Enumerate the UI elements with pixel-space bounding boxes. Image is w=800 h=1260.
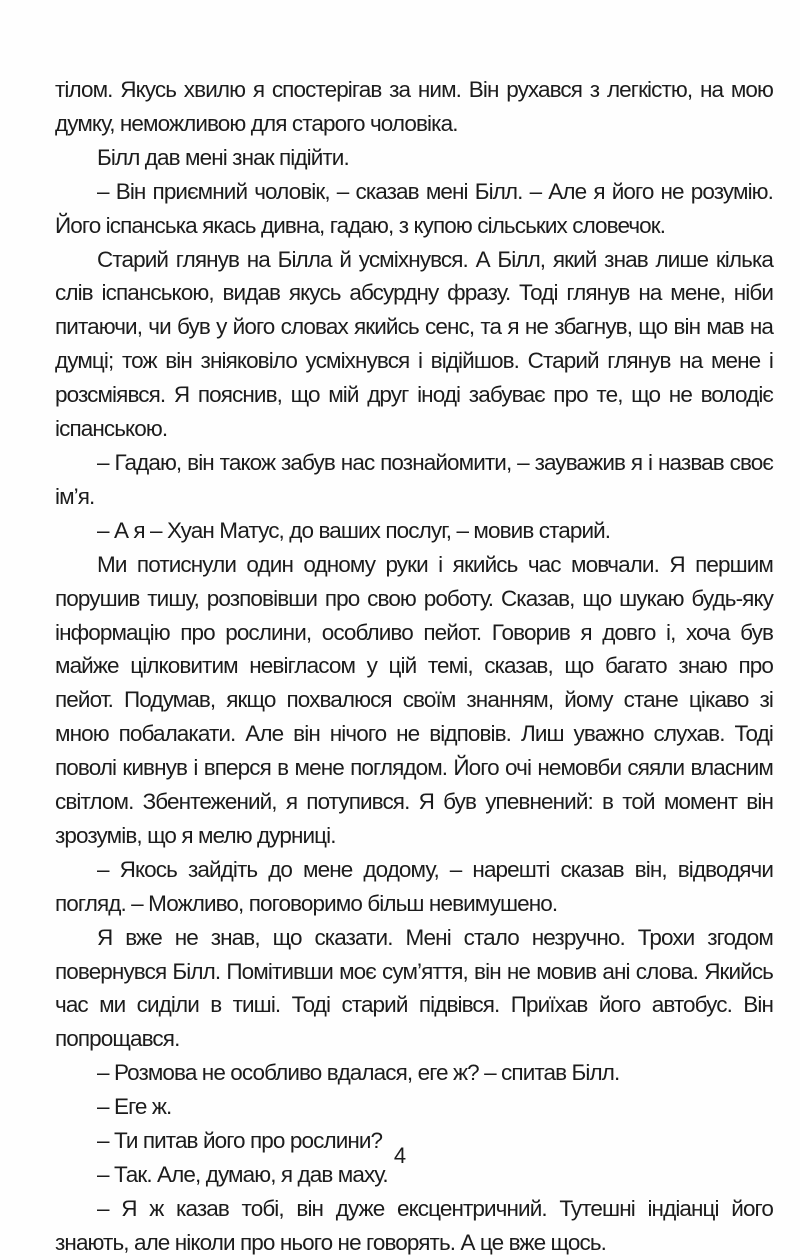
paragraph: – А я – Хуан Матус, до ваших послуг, – мовив старий. <box>97 517 611 543</box>
paragraph: – Ти питав його про рослини? <box>97 1128 383 1154</box>
page-number: 4 <box>393 1143 407 1168</box>
paragraph: Я вже не знав, що сказати. Мені стало незручно. Трохи згодом повернувся Білл. Помітивши моє сум’яття, він не мовив ані слова. Якийсь час ми сиділи в тиші. Тоді старий підвівся. Приїхав його автобус. Він попрощався. <box>55 924 773 1052</box>
paragraph: – Гадаю, він також забув нас познайомити, – зауважив я і назвав своє ім’я. <box>55 449 773 509</box>
paragraph: – Розмова не особливо вдалася, еге ж? – спитав Білл. <box>97 1060 620 1086</box>
page-body <box>55 73 773 1260</box>
paragraph: Ми потиснули один одному руки і якийсь час мовчали. Я першим порушив тишу, розповівши про свою роботу. Сказав, що шукаю будь-яку інформацію про рослини, особливо пейот. Говорив я довго і, хоча був майже цілковитим невігласом у цій темі, сказав, що багато знаю про пейот. Подумав, якщо похвалюся своїм знанням, йому стане цікаво зі мною побалакати. Але він нічого не відповів. Лиш уважно слухав. Тоді поволі кивнув і вперся в мене поглядом. Його очі немовби сяяли власним світлом. Збентежений, я потупився. Я був упевнений: в той момент він зрозумів, що я мелю дурниці. <box>55 551 773 848</box>
paragraph: – Він приємний чоловік, – сказав мені Білл. – Але я його не розумію. Його іспанська якась дивна, гадаю, з купою сільських словечок. <box>55 178 773 238</box>
paragraph: – Якось зайдіть до мене додому, – нарешті сказав він, відводячи погляд. – Можливо, поговоримо більш невимушено. <box>55 856 773 916</box>
paragraph: – Еге ж. <box>97 1094 172 1120</box>
paragraph: – Так. Але, думаю, я дав маху. <box>97 1162 388 1187</box>
paragraph: Старий глянув на Білла й усміхнувся. А Білл, який знав лише кілька слів іспанською, видав якусь абсурдну фразу. Тоді глянув на мене, ніби питаючи, чи був у його словах якийсь сенс, та я не збагнув, що він мав на думці; тож він зніяковіло усміхнувся і відійшов. Старий глянув на мене і розсміявся. Я пояснив, що мій друг іноді забуває про те, що не володіє іспанською. <box>55 246 773 442</box>
paragraph: тілом. Якусь хвилю я спостерігав за ним. Він рухався з легкістю, на мою думку, неможливою для старого чоловіка. <box>55 77 773 136</box>
paragraph: – Я ж казав тобі, він дуже ексцентричний. Тутешні індіанці його знають, але ніколи про нього не говорять. А це вже щось. <box>55 1195 773 1255</box>
paragraph: Білл дав мені знак підійти. <box>97 144 349 170</box>
